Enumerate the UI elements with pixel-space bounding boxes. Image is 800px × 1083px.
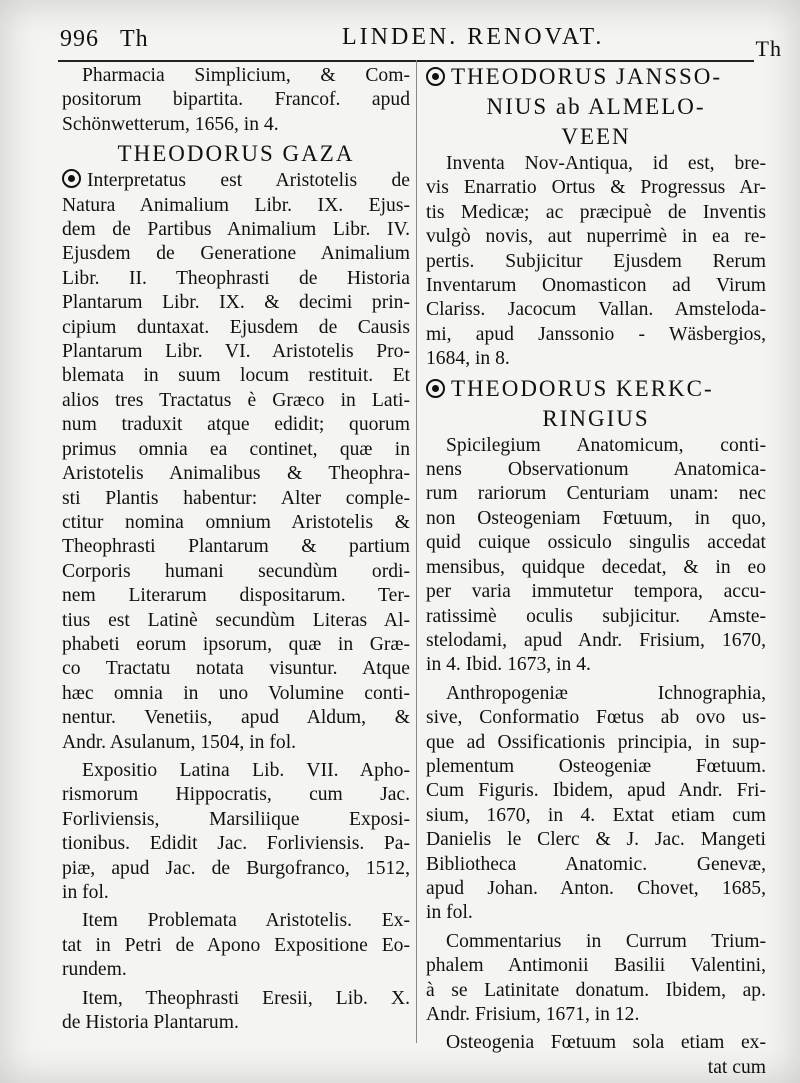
author-heading: THEODORUS KERKC- bbox=[451, 375, 714, 401]
text-line: Item, Theophrasti Eresii, Lib. X. bbox=[82, 987, 410, 1009]
text-line: rum rariorum Centuriam unam: nec bbox=[426, 483, 766, 505]
text-line: co Tractatu notata visuntur. Atque bbox=[62, 658, 410, 680]
text-line: Theophrasti Plantarum & partium bbox=[62, 536, 410, 558]
text-line: nentur. Venetiis, apud Aldum, & bbox=[62, 707, 410, 729]
bullet-mark-icon bbox=[426, 379, 445, 398]
text-line: Inventa Nov-Antiqua, id est, bre- bbox=[446, 153, 766, 174]
text-line: de Historia Plantarum. bbox=[62, 1012, 239, 1034]
bibliography-entry bbox=[426, 682, 766, 926]
text-line: Osteogenia Fœtuum sola etiam ex- bbox=[446, 1032, 766, 1054]
text-line: mensibus, quidque decedat, & in eo bbox=[426, 556, 766, 578]
text-line: tat in Petri de Apono Expositione Eo- bbox=[62, 934, 410, 956]
text-line: Aristotelis Animalibus & Theophra- bbox=[62, 463, 410, 485]
text-line: tius est Latinè secundùm Literas Al- bbox=[62, 609, 410, 631]
page-number: 996 bbox=[60, 26, 99, 52]
bibliography-entry bbox=[62, 909, 410, 982]
text-line: cipium duntaxat. Ejusdem de Causis bbox=[62, 316, 410, 338]
text-line: Inventarum Onomasticon ad Virum bbox=[426, 275, 766, 297]
text-line: rismorum Hippocratis, cum Jac. bbox=[62, 784, 410, 806]
text-line: nem Literarum dispositarum. Ter- bbox=[62, 585, 410, 607]
author-heading: THEODORUS GAZA bbox=[117, 141, 355, 167]
text-line: plementum Osteogeniæ Fœtuum. bbox=[426, 755, 766, 777]
text-line: mi, apud Janssonio - Wäsbergios, bbox=[426, 323, 766, 345]
running-head bbox=[60, 22, 790, 61]
author-heading-continued: NIUS ab ALMELO- bbox=[486, 94, 706, 119]
text-line: quid cuique ossiculo singulis accedat bbox=[426, 532, 766, 554]
text-line: in 4. Ibid. 1673, in 4. bbox=[426, 654, 591, 676]
text-line: Corporis humani secundùm ordi- bbox=[62, 560, 410, 582]
text-line: in fol. bbox=[426, 902, 473, 924]
text-line: Andr. Frisium, 1671, in 12. bbox=[426, 1004, 640, 1025]
text-line: Spicilegium Anatomicum, conti- bbox=[446, 434, 766, 456]
text-line: vis Enarratio Ortus & Progressus Ar- bbox=[426, 177, 766, 199]
text-line: dem de Partibus Animalium Libr. IV. bbox=[62, 219, 410, 241]
text-line: Interpretatus est Aristotelis de bbox=[87, 170, 410, 192]
bibliography-entry bbox=[62, 759, 410, 905]
text-line: non Osteogeniam Fœtuum, in quo, bbox=[426, 507, 766, 529]
text-line: tis Medicæ; ac præcipuè de Inventis bbox=[426, 201, 766, 223]
text-line: hæc omnia in uno Volumine conti- bbox=[62, 682, 410, 704]
bullet-mark-icon bbox=[426, 67, 445, 86]
text-line: Expositio Latina Lib. VII. Apho- bbox=[82, 759, 410, 781]
bibliography-entry bbox=[62, 141, 410, 755]
text-line: apud Johan. Anton. Chovet, 1685, bbox=[426, 877, 766, 899]
bibliography-entry bbox=[426, 376, 766, 678]
text-line: Plantarum Libr. IX. & decimi prin- bbox=[62, 292, 410, 314]
text-line: Commentarius in Currum Trium- bbox=[446, 930, 766, 952]
bibliography-entry bbox=[426, 1031, 766, 1080]
running-head-title: LINDEN. RENOVAT. bbox=[342, 24, 605, 50]
author-heading-continued: VEEN bbox=[561, 124, 631, 149]
text-line: Forliviensis, Marsiliique Exposi- bbox=[62, 808, 410, 830]
text-line: piæ, apud Jac. de Burgofranco, 1512, bbox=[62, 857, 410, 879]
text-line: rundem. bbox=[62, 959, 127, 981]
author-heading-continued: RINGIUS bbox=[542, 405, 650, 431]
text-line: blemata in suum locum restituit. Et bbox=[62, 365, 410, 387]
author-heading: THEODORUS JANSSO- bbox=[451, 64, 723, 89]
text-line: Bibliotheca Anatomic. Genevæ, bbox=[426, 853, 766, 875]
bibliography-entry bbox=[62, 987, 410, 1036]
left-column bbox=[62, 60, 410, 1043]
text-line: stelodami, apud Andr. Frisium, 1670, bbox=[426, 629, 766, 651]
text-line: sium, 1670, in 4. Extat etiam cum bbox=[426, 804, 766, 826]
text-line: Andr. Asulanum, 1504, in fol. bbox=[62, 731, 297, 753]
text-line: Schönwetterum, 1656, in 4. bbox=[62, 113, 279, 135]
text-line: phabeti eorum ipsorum, quæ in Græ- bbox=[62, 633, 410, 655]
text-line: Plantarum Libr. VI. Aristotelis Pro- bbox=[62, 341, 410, 363]
bibliography-entry bbox=[426, 64, 766, 372]
text-line: num traduxit atque edidit; quorum bbox=[62, 414, 410, 436]
bibliography-entry bbox=[62, 64, 410, 137]
text-line: per varia immutetur tempora, accu- bbox=[426, 581, 766, 603]
text-line: Clariss. Jacocum Vallan. Amstelodа- bbox=[426, 299, 766, 321]
text-line: phalem Antimonii Basilii Valentini, bbox=[426, 955, 766, 977]
text-line: vulgò novis, aut nuperrimè in ea re- bbox=[426, 226, 766, 248]
text-line: Anthropogeniæ Ichnographia, bbox=[446, 682, 766, 704]
right-column bbox=[426, 60, 766, 1078]
text-line: nens Observationum Anatomica- bbox=[426, 459, 766, 481]
text-line: ctitur nomina omnium Aristotelis & bbox=[62, 511, 410, 533]
text-line: alios tres Tractatus è Græco in Lati- bbox=[62, 389, 410, 411]
text-line: in fol. bbox=[62, 882, 109, 903]
catchword: tat cum bbox=[707, 1056, 766, 1078]
column-divider bbox=[416, 60, 417, 1043]
bibliography-entry bbox=[426, 930, 766, 1028]
text-line: tionibus. Edidit Jac. Forliviensis. Pa- bbox=[62, 833, 410, 855]
running-head-left-word: Th bbox=[120, 26, 149, 52]
text-line: pertis. Subjicitur Ejusdem Rerum bbox=[426, 250, 766, 272]
text-line: Cum Figuris. Ibidem, apud Andr. Fri- bbox=[426, 780, 766, 802]
running-head-right-word: Th bbox=[755, 36, 782, 61]
text-line: ratissimè oculis subjicitur. Amste- bbox=[426, 605, 766, 627]
text-line: Item Problemata Aristotelis. Ex- bbox=[82, 910, 410, 932]
text-line: 1684, in 8. bbox=[426, 348, 510, 370]
text-line: Libr. II. Theophrasti de Historia bbox=[62, 267, 410, 289]
text-line: sti Plantis habentur: Alter comple- bbox=[62, 487, 410, 509]
text-line: Danielis le Clerc & J. Jac. Mangeti bbox=[426, 829, 766, 851]
text-line: Ejusdem de Generatione Animalium bbox=[62, 243, 410, 265]
text-line: sive, Conformatio Fœtus ab ovo us- bbox=[426, 707, 766, 729]
bullet-mark-icon bbox=[62, 169, 81, 188]
text-line: que ad Ossificationis principia, in sup- bbox=[426, 731, 766, 753]
text-line: Natura Animalium Libr. IX. Ejus- bbox=[62, 194, 410, 216]
text-line: à se Latinitate donatum. Ibidem, ap. bbox=[426, 979, 766, 1001]
text-line: Pharmacia Simplicium, & Com- bbox=[82, 65, 410, 86]
text-line: positorum bipartita. Francof. apud bbox=[62, 89, 410, 111]
text-line: primus omnia ea continet, quæ in bbox=[62, 438, 410, 460]
